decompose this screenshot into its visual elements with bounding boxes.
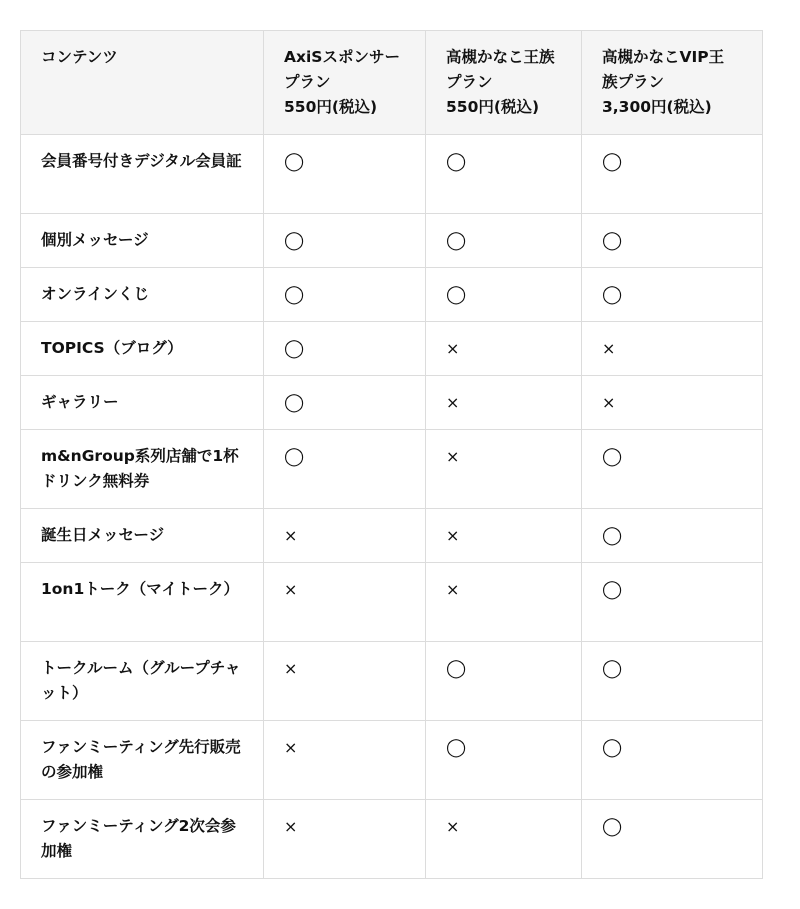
plan3-availability: ◯ — [582, 430, 763, 509]
plan2-availability: × — [426, 430, 582, 509]
feature-cell: 個別メッセージ — [21, 214, 264, 268]
header-plan-royal — [426, 31, 582, 135]
plan3-availability: × — [582, 376, 763, 430]
plan2-availability: ◯ — [426, 135, 582, 214]
feature-cell: ギャラリー — [21, 376, 264, 430]
plan2-availability: × — [426, 376, 582, 430]
feature-cell: 誕生日メッセージ — [21, 509, 264, 563]
table-row — [21, 268, 763, 322]
feature-cell: オンラインくじ — [21, 268, 264, 322]
plan1-availability: ◯ — [264, 214, 426, 268]
plan1-availability: ◯ — [264, 376, 426, 430]
plan2-availability: × — [426, 509, 582, 563]
plan-comparison-table — [20, 30, 763, 879]
plan2-availability: ◯ — [426, 642, 582, 721]
plan1-availability: ◯ — [264, 268, 426, 322]
plan1-availability: × — [264, 642, 426, 721]
plan1-availability: ◯ — [264, 135, 426, 214]
feature-cell: トークルーム（グループチャット） — [21, 642, 264, 721]
plan3-availability: ◯ — [582, 563, 763, 642]
feature-cell: m&nGroup系列店舗で1杯ドリンク無料券 — [21, 430, 264, 509]
plan2-name-line2: プラン — [446, 73, 493, 91]
plan-comparison-table-wrapper — [20, 30, 762, 879]
table-body — [21, 135, 763, 879]
plan2-availability: ◯ — [426, 214, 582, 268]
feature-cell: 1on1トーク（マイトーク） — [21, 563, 264, 642]
feature-cell: ファンミーティング2次会参加権 — [21, 800, 264, 879]
plan2-price: 550円(税込) — [446, 98, 540, 116]
plan3-availability: ◯ — [582, 214, 763, 268]
plan2-availability: ◯ — [426, 268, 582, 322]
table-row — [21, 214, 763, 268]
plan2-availability: ◯ — [426, 721, 582, 800]
plan1-name-line2: プラン — [284, 73, 331, 91]
header-content — [21, 31, 264, 135]
plan2-availability: × — [426, 800, 582, 879]
plan1-availability: ◯ — [264, 430, 426, 509]
header-content-label: コンテンツ — [41, 48, 118, 66]
header-plan-axis-sponsor — [264, 31, 426, 135]
plan3-availability: × — [582, 322, 763, 376]
feature-cell: TOPICS（ブログ） — [21, 322, 264, 376]
table-row — [21, 430, 763, 509]
table-row — [21, 135, 763, 214]
plan3-availability: ◯ — [582, 509, 763, 563]
plan1-price: 550円(税込) — [284, 98, 378, 116]
plan3-availability: ◯ — [582, 721, 763, 800]
plan3-price: 3,300円(税込) — [602, 98, 712, 116]
plan3-availability: ◯ — [582, 268, 763, 322]
plan1-availability: ◯ — [264, 322, 426, 376]
plan3-availability: ◯ — [582, 135, 763, 214]
plan2-availability: × — [426, 563, 582, 642]
table-row — [21, 800, 763, 879]
plan2-name-line1: 高槻かなこ王族 — [446, 48, 555, 66]
table-row — [21, 721, 763, 800]
plan1-availability: × — [264, 509, 426, 563]
table-row — [21, 563, 763, 642]
table-row — [21, 322, 763, 376]
feature-cell: ファンミーティング先行販売の参加権 — [21, 721, 264, 800]
feature-cell: 会員番号付きデジタル会員証 — [21, 135, 264, 214]
plan1-availability: × — [264, 721, 426, 800]
header-row — [21, 31, 763, 135]
table-row — [21, 509, 763, 563]
plan3-availability: ◯ — [582, 642, 763, 721]
plan2-availability: × — [426, 322, 582, 376]
plan1-name-line1: AxiSスポンサー — [284, 48, 400, 66]
table-row — [21, 642, 763, 721]
plan1-availability: × — [264, 563, 426, 642]
table-header — [21, 31, 763, 135]
plan3-name-line2: 族プラン — [602, 73, 665, 91]
header-plan-vip-royal — [582, 31, 763, 135]
plan1-availability: × — [264, 800, 426, 879]
table-row — [21, 376, 763, 430]
plan3-availability: ◯ — [582, 800, 763, 879]
plan3-name-line1: 高槻かなこVIP王 — [602, 48, 725, 66]
